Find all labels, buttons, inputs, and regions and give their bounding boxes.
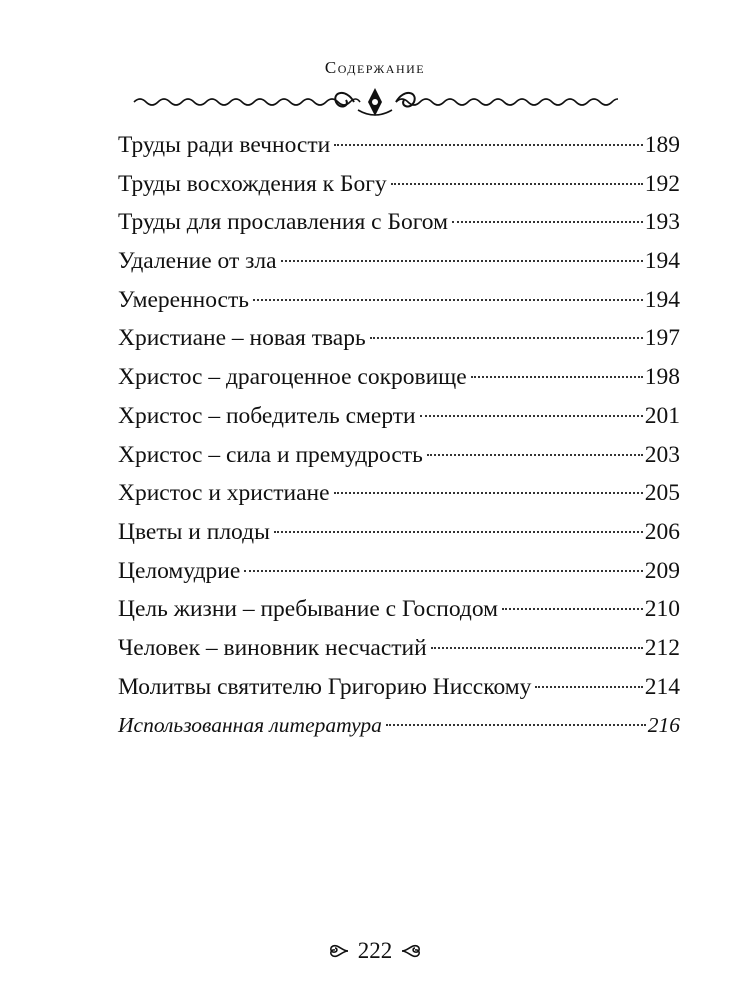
toc-entry-page: 194 xyxy=(644,248,680,275)
page-number: 222 xyxy=(357,938,393,963)
toc-entry-page: 209 xyxy=(644,557,680,584)
toc-entry-page: 205 xyxy=(644,480,680,507)
toc-entry-page: 212 xyxy=(644,634,680,661)
dot-leader xyxy=(244,570,642,572)
toc-entry-page: 194 xyxy=(644,286,680,313)
toc-entry xyxy=(118,165,680,204)
toc-entry-title: Христос – сила и премудрость xyxy=(118,441,423,468)
dot-leader xyxy=(370,337,643,339)
toc-entry xyxy=(118,590,680,629)
toc-entry-title: Цветы и плоды xyxy=(118,518,270,545)
dot-leader xyxy=(334,492,643,494)
toc-entry-title: Целомудрие xyxy=(118,557,241,584)
toc-entry-page: 189 xyxy=(644,132,680,158)
toc-entry xyxy=(118,513,680,552)
toc-entry-title: Человек – виновник несчастий xyxy=(118,634,427,661)
toc-entry xyxy=(118,552,680,591)
toc-entry-title: Использованная литература xyxy=(118,713,382,738)
toc-entry-title: Христос – драгоценное сокровище xyxy=(118,364,467,391)
toc-entry-title: Христос и христиане xyxy=(118,480,330,507)
toc-entry-title: Труды ради вечности xyxy=(118,132,331,158)
dot-leader xyxy=(391,183,643,185)
toc-entry-bibliography xyxy=(118,706,680,745)
table-of-contents xyxy=(118,126,680,745)
left-flourish-icon xyxy=(326,940,352,962)
toc-entry-title: Цель жизни – пребывание с Господом xyxy=(118,596,499,623)
dot-leader xyxy=(253,299,643,301)
dot-leader xyxy=(427,454,643,456)
toc-entry-title: Христиане – новая тварь xyxy=(118,325,366,352)
dot-leader xyxy=(502,608,643,610)
toc-entry-page: 210 xyxy=(644,596,680,623)
dot-leader xyxy=(274,531,643,533)
page-footer xyxy=(0,938,750,964)
toc-entry-page: 201 xyxy=(644,402,680,429)
toc-entry-title: Труды для прославления с Богом xyxy=(118,209,448,236)
toc-entry xyxy=(118,668,680,707)
dot-leader xyxy=(431,647,643,649)
dot-leader xyxy=(471,376,643,378)
toc-entry-page: 197 xyxy=(644,325,680,352)
toc-entry xyxy=(118,474,680,513)
toc-entry-page: 214 xyxy=(644,673,680,700)
decorative-divider-ornament xyxy=(132,84,618,120)
toc-entry-page: 206 xyxy=(644,518,680,545)
toc-entry-page: 193 xyxy=(644,209,680,236)
toc-entry-page: 198 xyxy=(644,364,680,391)
dot-leader xyxy=(334,144,643,146)
dot-leader xyxy=(420,415,643,417)
right-flourish-icon xyxy=(398,940,424,962)
toc-entry xyxy=(118,358,680,397)
toc-entry xyxy=(118,242,680,281)
dot-leader xyxy=(535,686,642,688)
toc-entry xyxy=(118,203,680,242)
dot-leader xyxy=(386,724,646,726)
toc-entry-page: 216 xyxy=(647,713,680,738)
toc-entry-title: Молитвы святителю Григорию Нисскому xyxy=(118,673,532,700)
toc-entry-title: Умеренность xyxy=(118,286,249,313)
toc-entry xyxy=(118,126,680,165)
dot-leader xyxy=(452,221,643,223)
dot-leader xyxy=(281,260,643,262)
toc-entry xyxy=(118,436,680,475)
toc-entry xyxy=(118,319,680,358)
toc-entry-title: Христос – победитель смерти xyxy=(118,402,416,429)
page-header-title: Содержание xyxy=(324,58,426,77)
toc-entry-title: Труды восхождения к Богу xyxy=(118,170,387,197)
toc-entry-page: 192 xyxy=(644,170,680,197)
toc-entry xyxy=(118,397,680,436)
toc-entry-title: Удаление от зла xyxy=(118,248,277,275)
toc-entry xyxy=(118,629,680,668)
toc-entry xyxy=(118,281,680,320)
toc-entry-page: 203 xyxy=(644,441,680,468)
